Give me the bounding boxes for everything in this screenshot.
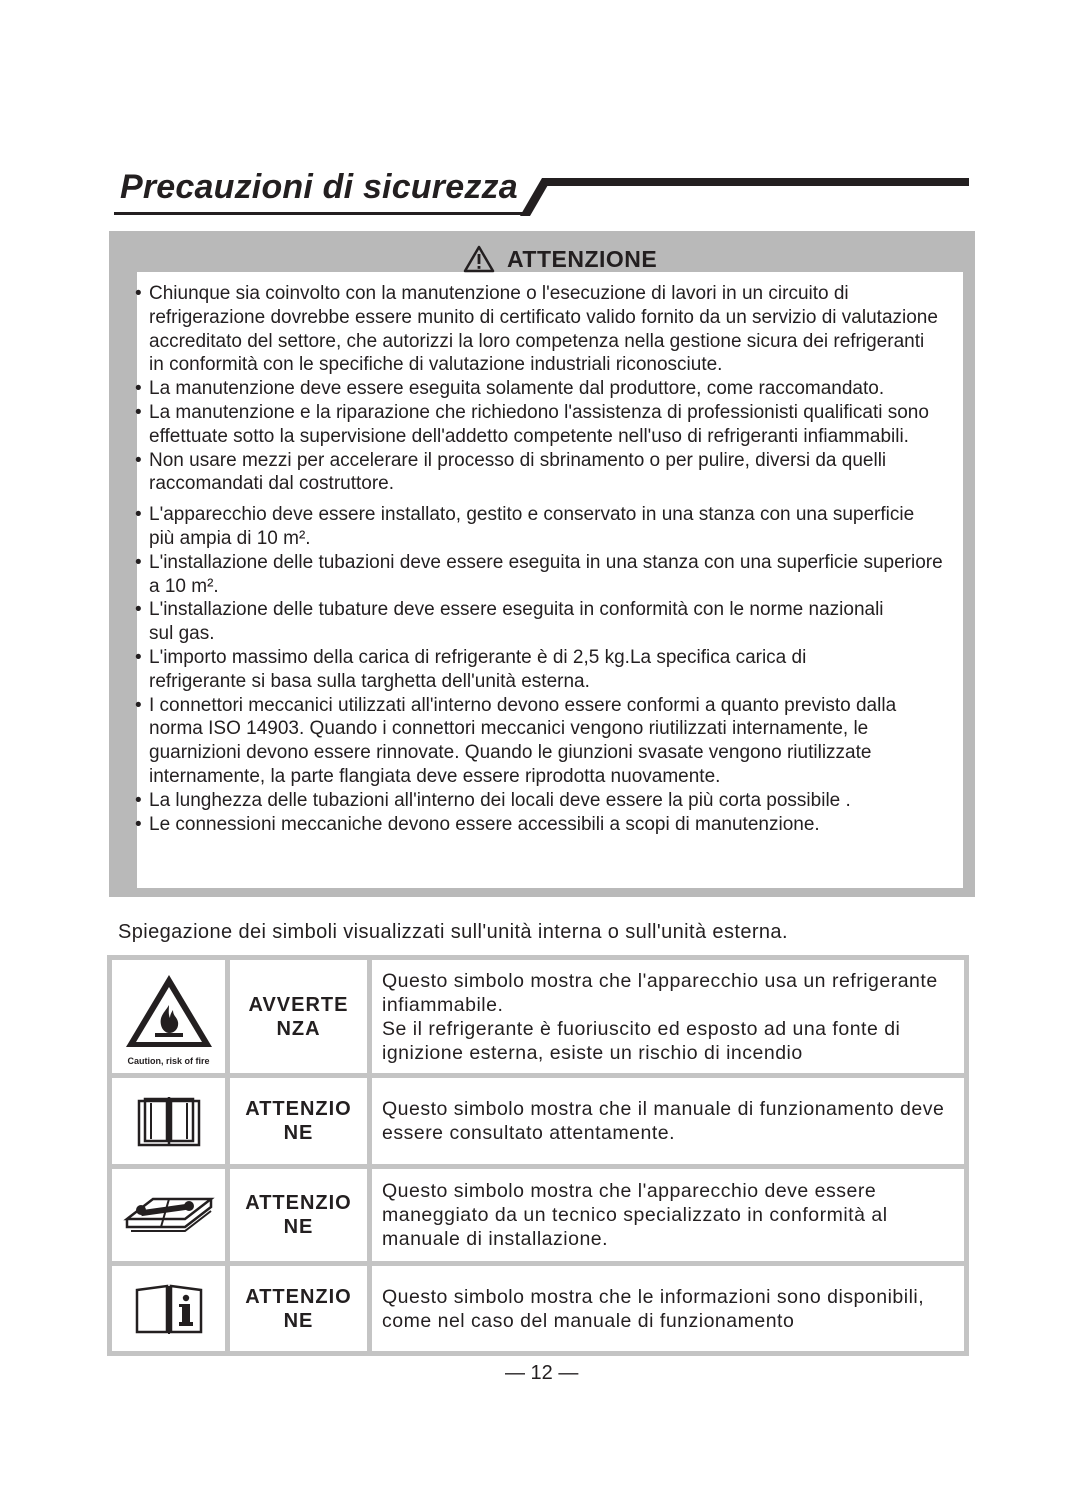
warning-item: • L'installazione delle tubazioni deve essere eseguita in una stanza con una superficie superiore a 10 m². bbox=[137, 551, 949, 599]
symbol-label: ATTENZIO NE bbox=[230, 1078, 367, 1164]
warning-item: • La manutenzione deve essere eseguita solamente dal produttore, come raccomandato. bbox=[137, 377, 979, 401]
fire-caution-label: Caution, risk of fire bbox=[127, 1056, 210, 1066]
table-row bbox=[112, 1078, 964, 1164]
symbols-table bbox=[107, 955, 969, 1356]
symbol-description: Questo simbolo mostra che le informazioni sono disponibili, come nel caso del manuale di funzionamento bbox=[372, 1266, 964, 1351]
warning-item: • I connettori meccanici utilizzati all'interno devono essere conformi a quanto previsto dalla norma ISO 14903. Quando i connettori meccanici vengono riutilizzati internamente, le guarnizioni devono essere rinnovate. Quando le giunzioni svasate vengono riutilizzate internamente, la parte flangiata deve essere riprodotta nuovamente. bbox=[137, 694, 949, 789]
symbols-caption: Spiegazione dei simboli visualizzati sull'unità interna o sull'unità esterna. bbox=[118, 921, 788, 943]
title-underline bbox=[114, 212, 530, 215]
symbol-cell bbox=[112, 1169, 225, 1261]
warning-item: • La lunghezza delle tubazioni all'interno dei locali deve essere la più corta possibile . bbox=[137, 789, 949, 813]
warning-item: • Non usare mezzi per accelerare il processo di sbrinamento o per pulire, diversi da quelli raccomandati dal costruttore. bbox=[137, 449, 934, 497]
warning-list bbox=[137, 282, 977, 836]
warning-item: • L'apparecchio deve essere installato, gestito e conservato in una stanza con una superficie più ampia di 10 m². bbox=[137, 503, 919, 551]
table-row bbox=[112, 1169, 964, 1261]
page-number: — 12 — bbox=[505, 1362, 579, 1384]
warning-heading-text: ATTENZIONE bbox=[507, 245, 658, 272]
warning-item: • La manutenzione e la riparazione che richiedono l'assistenza di professionisti qualificati sono effettuate sotto la supervisione dell'addetto competente nell'uso di refrigeranti infiammabili. bbox=[137, 401, 929, 449]
warning-item: • L'installazione delle tubature deve essere eseguita in conformità con le norme nazionali sul gas. bbox=[137, 598, 889, 646]
flammable-warning-icon bbox=[123, 972, 215, 1050]
info-manual-icon bbox=[134, 1282, 204, 1336]
service-manual-icon bbox=[123, 1193, 215, 1237]
symbol-cell bbox=[112, 960, 225, 1073]
table-row bbox=[112, 960, 964, 1073]
warning-item: • Chiunque sia coinvolto con la manutenzione o l'esecuzione di lavori in un circuito di refrigerazione dovrebbe essere munito di certificato valido fornito da un servizio di valutazione accreditato del settore, che autorizzi la loro competenza nella gestione sicura dei refrigeranti in conformità con le specifiche di valutazione industriali riconosciute. bbox=[137, 282, 939, 377]
symbol-cell bbox=[112, 1078, 225, 1164]
table-row bbox=[112, 1266, 964, 1351]
symbol-description: Questo simbolo mostra che il manuale di funzionamento deve essere consultato attentamente. bbox=[372, 1078, 964, 1164]
symbol-description: Questo simbolo mostra che l'apparecchio usa un refrigerante infiammabile. Se il refrigerante è fuoriuscito ed esposto ad una fonte di ignizione esterna, esiste un rischio di incendio bbox=[372, 960, 964, 1073]
symbol-label: AVVERTE NZA bbox=[230, 960, 367, 1073]
warning-heading bbox=[463, 242, 657, 276]
warning-item: • Le connessioni meccaniche devono essere accessibili a scopi di manutenzione. bbox=[137, 813, 949, 837]
symbol-label: ATTENZIO NE bbox=[230, 1266, 367, 1351]
symbol-label: ATTENZIO NE bbox=[230, 1169, 367, 1261]
title-rule bbox=[545, 178, 969, 186]
page-title: Precauzioni di sicurezza bbox=[120, 168, 518, 206]
symbol-description: Questo simbolo mostra che l'apparecchio deve essere maneggiato da un tecnico specializzato in conformità al manuale di installazione. bbox=[372, 1169, 964, 1261]
warning-triangle-icon bbox=[463, 245, 495, 273]
symbol-cell bbox=[112, 1266, 225, 1351]
operation-manual-icon bbox=[137, 1093, 201, 1149]
warning-item: • L'importo massimo della carica di refrigerante è di 2,5 kg.La specifica carica di refrigerante si basa sulla targhetta dell'unità esterna. bbox=[137, 646, 894, 694]
